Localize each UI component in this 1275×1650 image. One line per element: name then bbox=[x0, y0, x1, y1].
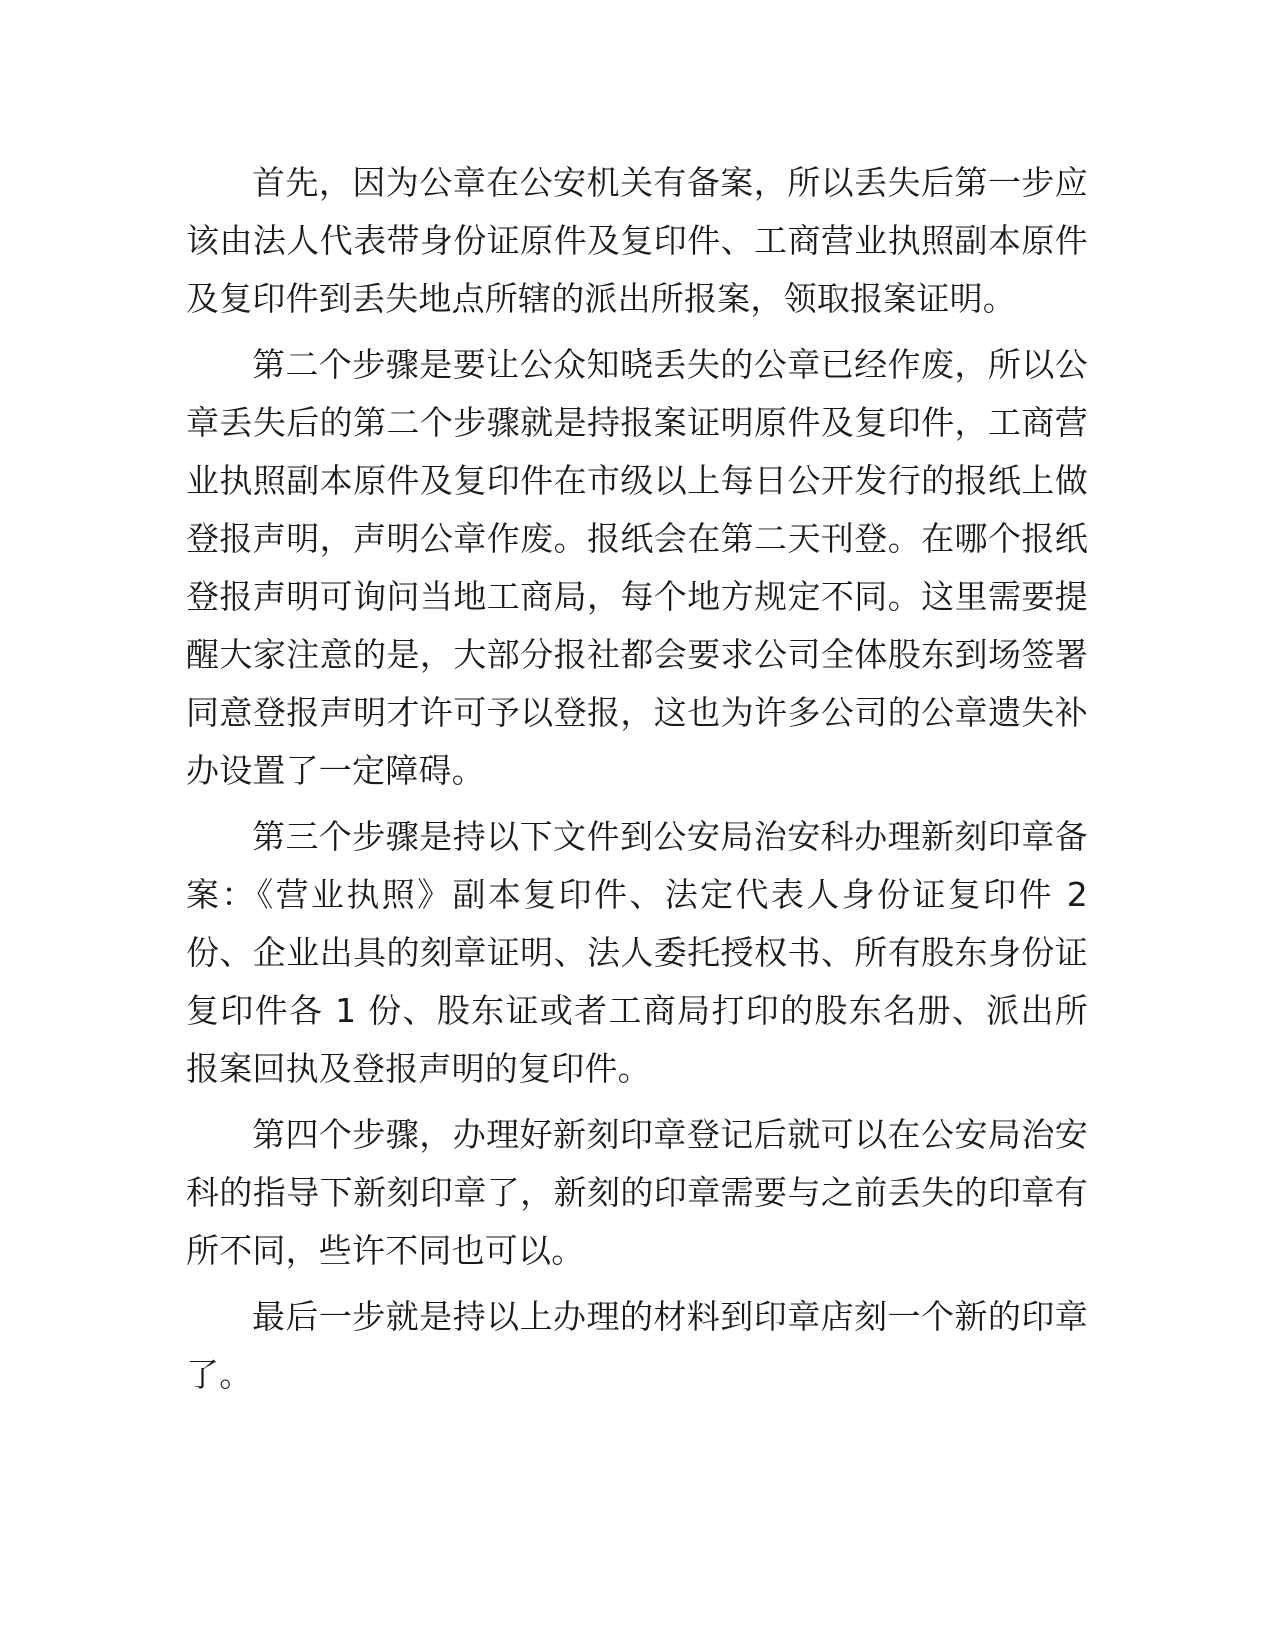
document-body bbox=[186, 154, 1088, 1412]
paragraph-step-1: 首先，因为公章在公安机关有备案，所以丢失后第一步应该由法人代表带身份证原件及复印件、工商营业执照副本原件及复印件到丢失地点所辖的派出所报案，领取报案证明。 bbox=[186, 163, 1088, 318]
paragraph-final-step: 最后一步就是持以上办理的材料到印章店刻一个新的印章了。 bbox=[186, 1297, 1088, 1394]
paragraph-step-3: 第三个步骤是持以下文件到公安局治安科办理新刻印章备案：《营业执照》副本复印件、法定代表人身份证复印件 2 份、企业出具的刻章证明、法人委托授权书、所有股东身份证复印件各 1 份、股东证或者工商局打印的股东名册、派出所报案回执及登报声明的复印件。 bbox=[186, 817, 1088, 1088]
paragraph-step-4: 第四个步骤，办理好新刻印章登记后就可以在公安局治安科的指导下新刻印章了，新刻的印章需要与之前丢失的印章有所不同，些许不同也可以。 bbox=[186, 1115, 1088, 1270]
paragraph-step-2: 第二个步骤是要让公众知晓丢失的公章已经作废，所以公章丢失后的第二个步骤就是持报案证明原件及复印件，工商营业执照副本原件及复印件在市级以上每日公开发行的报纸上做登报声明，声明公章作废。报纸会在第二天刊登。在哪个报纸登报声明可询问当地工商局，每个地方规定不同。这里需要提醒大家注意的是，大部分报社都会要求公司全体股东到场签署同意登报声明才许可予以登报，这也为许多公司的公章遗失补办设置了一定障碍。 bbox=[186, 345, 1088, 790]
